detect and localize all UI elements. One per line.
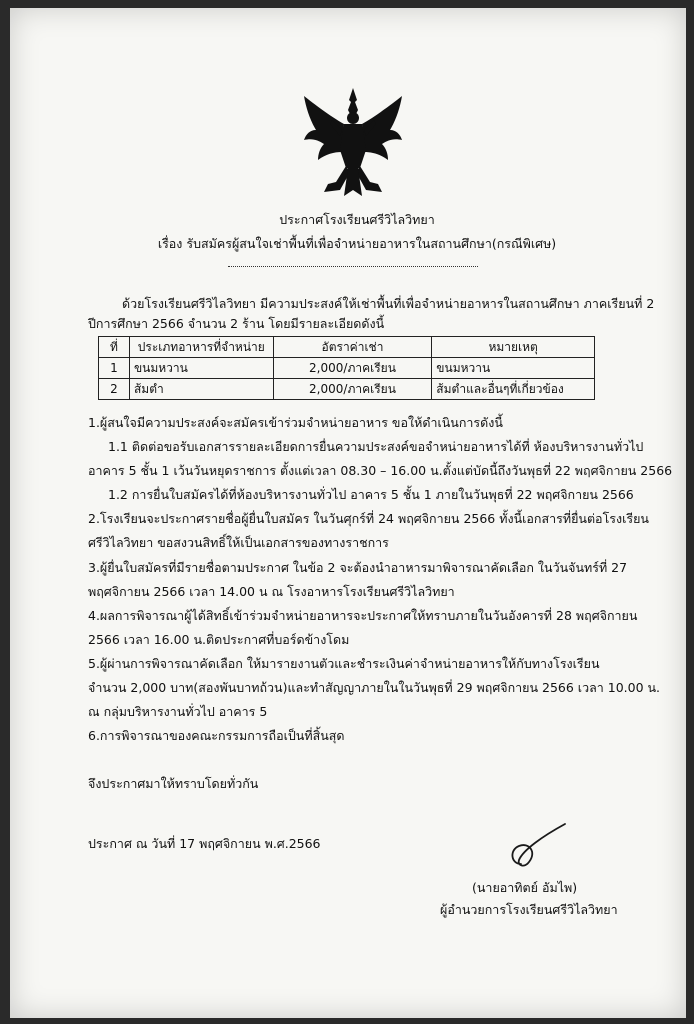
clause-2-cont: ศรีวิไลวิทยา ขอสงวนสิทธิ์ให้เป็นเอกสารของทางราชการ — [88, 535, 389, 550]
clause-5-location: ณ กลุ่มบริหารงานทั่วไป อาคาร 5 — [88, 704, 268, 719]
signature — [503, 820, 573, 878]
table-cell: 2 — [99, 379, 130, 400]
table-header: ที่ — [99, 337, 130, 358]
clause-4-cont: 2566 เวลา 16.00 น.ติดประกาศที่บอร์ดข้างโดม — [88, 632, 350, 647]
clause-3-cont: พฤศจิกายน 2566 เวลา 14.00 น ณ โรงอาหารโรงเรียนศรีวิไลวิทยา — [88, 584, 455, 599]
table-header: หมายเหตุ — [432, 337, 595, 358]
clause-2: 2.โรงเรียนจะประกาศรายชื่อผู้ยื่นใบสมัคร ในวันศุกร์ที่ 24 พฤศจิกายน 2566 ทั้งนี้เอกสารที่ยื่นต่อโรงเรียน — [88, 511, 649, 526]
table-header: ประเภทอาหารที่จำหน่าย — [129, 337, 273, 358]
table-cell: ขนมหวาน — [432, 358, 595, 379]
table-cell: 2,000/ภาคเรียน — [273, 379, 432, 400]
table-cell: 2,000/ภาคเรียน — [273, 358, 432, 379]
clause-1: 1.ผู้สนใจมีความประสงค์จะสมัครเข้าร่วมจำหน่ายอาหาร ขอให้ดำเนินการดังนี้ — [88, 415, 503, 430]
clause-5: 5.ผู้ผ่านการพิจารณาคัดเลือก ให้มารายงานตัวและชำระเงินค่าจำหน่ายอาหารให้กับทางโรงเรียน — [88, 656, 600, 671]
table-header-row — [99, 337, 595, 358]
signatory-name: (นายอาทิตย์ อัมไพ) — [472, 880, 578, 895]
table-cell: ขนมหวาน — [129, 358, 273, 379]
announcement-title: ประกาศโรงเรียนศรีวิไลวิทยา — [279, 212, 435, 227]
clause-4: 4.ผลการพิจารณาผู้ได้สิทธิ์เข้าร่วมจำหน่ายอาหารจะประกาศให้ทราบภายในวันอังคารที่ 28 พฤศจิกายน — [88, 608, 638, 623]
table-header: อัตราค่าเช่า — [273, 337, 432, 358]
rental-table — [98, 336, 595, 400]
table-cell: ส้มตำและอื่นๆที่เกี่ยวข้อง — [432, 379, 595, 400]
document-page — [10, 8, 686, 1018]
table-row — [99, 358, 595, 379]
intro-line-1: ด้วยโรงเรียนศรีวิไลวิทยา มีความประสงค์ให้เช่าพื้นที่เพื่อจำหน่ายอาหารในสถานศึกษา ภาคเรียนที่ 2 — [122, 296, 655, 311]
clause-5-cont: จำนวน 2,000 บาท(สองพันบาทถ้วน)และทำสัญญาภายในในวันพุธที่ 29 พฤศจิกายน 2566 เวลา 10.00 น. — [88, 680, 661, 695]
table-cell: ส้มตำ — [129, 379, 273, 400]
clause-1-1: 1.1 ติดต่อขอรับเอกสารรายละเอียดการยื่นความประสงค์ขอจำหน่ายอาหารได้ที่ ห้องบริหารงานทั่วไป — [108, 439, 644, 454]
announcement-subject: เรื่อง รับสมัครผู้สนใจเช่าพื้นที่เพื่อจำหน่ายอาหารในสถานศึกษา(กรณีพิเศษ) — [157, 236, 557, 251]
table-row — [99, 379, 595, 400]
clause-1-2: 1.2 การยื่นใบสมัครได้ที่ห้องบริหารงานทั่วไป อาคาร 5 ชั้น 1 ภายในวันพุธที่ 22 พฤศจิกายน 2566 — [108, 487, 634, 502]
closing-statement: จึงประกาศมาให้ทราบโดยทั่วกัน — [88, 776, 259, 791]
clause-3: 3.ผู้ยื่นใบสมัครที่มีรายชื่อตามประกาศ ในข้อ 2 จะต้องนำอาหารมาพิจารณาคัดเลือก ในวันจันทร์ที่ 27 — [88, 560, 628, 575]
clause-6: 6.การพิจารณาของคณะกรรมการถือเป็นที่สิ้นสุด — [88, 728, 345, 743]
title-divider — [228, 266, 478, 267]
clause-1-1-cont: อาคาร 5 ชั้น 1 เว้นวันหยุดราชการ ตั้งแต่เวลา 08.30 – 16.00 น.ตั้งแต่บัดนี้ถึงวันพุธที่ 22 พฤศจิกายน 2566 — [88, 463, 673, 478]
signatory-position: ผู้อำนวยการโรงเรียนศรีวิไลวิทยา — [440, 902, 618, 917]
announcement-date: ประกาศ ณ วันที่ 17 พฤศจิกายน พ.ศ.2566 — [88, 836, 321, 851]
intro-line-2: ปีการศึกษา 2566 จำนวน 2 ร้าน โดยมีรายละเอียดดังนี้ — [88, 316, 385, 331]
garuda-emblem — [300, 86, 406, 198]
table-cell: 1 — [99, 358, 130, 379]
